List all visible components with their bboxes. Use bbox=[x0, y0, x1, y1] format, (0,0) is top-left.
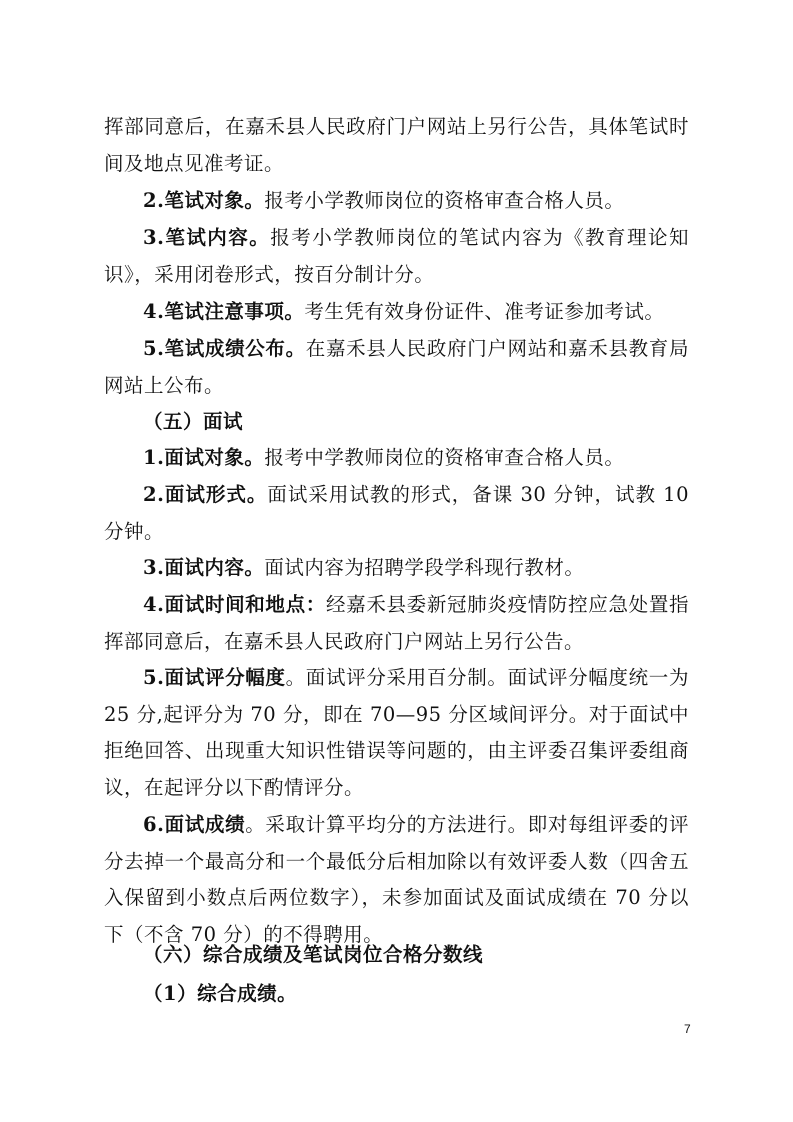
subheading-title: （1）综合成绩。 bbox=[143, 982, 298, 1005]
paragraph-interview-results bbox=[104, 807, 689, 954]
paragraph-lead: 4.面试时间和地点： bbox=[143, 593, 326, 616]
paragraph-text: 面试内容为招聘学段学科现行教材。 bbox=[264, 556, 585, 579]
paragraph-text: 经嘉禾县委新冠肺炎疫情防控应急处置指挥部同意后，在嘉禾县人民政府门户网站上另行公告。 bbox=[104, 593, 689, 653]
paragraph-interview-time-place bbox=[104, 587, 689, 660]
paragraph-text: 在嘉禾县人民政府门户网站和嘉禾县教育局网站上公布。 bbox=[104, 337, 689, 397]
paragraph-interview-content bbox=[104, 550, 689, 587]
paragraph-lead: 3.面试内容。 bbox=[143, 556, 265, 579]
paragraph-text: 报考中学教师岗位的资格审查合格人员。 bbox=[264, 446, 625, 469]
paragraph-text: 报考小学教师岗位的笔试内容为《教育理论知识》，采用闭卷形式，按百分制计分。 bbox=[104, 226, 689, 286]
paragraph-lead: 2.笔试对象。 bbox=[143, 189, 265, 212]
paragraph-lead: 3.笔试内容。 bbox=[143, 226, 271, 249]
paragraph-lead: 6.面试成绩 bbox=[143, 813, 246, 836]
section-heading-composite-score bbox=[104, 937, 689, 974]
paragraph-written-exam-notes bbox=[104, 294, 689, 331]
paragraph-interview-form bbox=[104, 477, 689, 550]
section-title: （六）综合成绩及笔试岗位合格分数线 bbox=[143, 943, 484, 966]
paragraph-text: 考生凭有效身份证件、准考证参加考试。 bbox=[304, 300, 665, 323]
paragraph-lead: 4.笔试注意事项。 bbox=[143, 300, 305, 323]
paragraph-written-exam-target bbox=[104, 183, 689, 220]
paragraph-text: 面试采用试教的形式，备课 30 分钟，试教 10 分钟。 bbox=[104, 483, 689, 543]
paragraph-lead: 2.面试形式。 bbox=[143, 483, 268, 506]
paragraph-continuation bbox=[104, 109, 689, 182]
paragraph-interview-scoring bbox=[104, 660, 689, 807]
paragraph-interview-target bbox=[104, 440, 689, 477]
paragraph-lead: 5.面试评分幅度 bbox=[143, 666, 286, 689]
paragraph-text: 。采取计算平均分的方法进行。即对每组评委的评分去掉一个最高分和一个最低分后相加除以有效评委人数（四舍五入保留到小数点后两位数字），未参加面试及面试成绩在 70 分以下（不含 70 分）的不得聘用。 bbox=[104, 813, 689, 947]
paragraph-lead: 5.笔试成绩公布。 bbox=[143, 337, 306, 360]
paragraph-text: 。面试评分采用百分制。面试评分幅度统一为 25 分,起评分为 70 分，即在 70—95 分区域间评分。对于面试中拒绝回答、出现重大知识性错误等问题的，由主评委召集评委组商议，在起评分以下酌情评分。 bbox=[104, 666, 689, 800]
paragraph-text: 挥部同意后，在嘉禾县人民政府门户网站上另行公告，具体笔试时间及地点见准考证。 bbox=[104, 115, 689, 175]
subheading-composite-score bbox=[104, 976, 689, 1013]
page-number: 7 bbox=[684, 1022, 691, 1036]
section-title: （五）面试 bbox=[143, 410, 244, 433]
paragraph-text: 报考小学教师岗位的资格审查合格人员。 bbox=[264, 189, 625, 212]
section-heading-interview bbox=[104, 404, 689, 441]
paragraph-written-exam-results bbox=[104, 331, 689, 404]
paragraph-lead: 1.面试对象。 bbox=[143, 446, 265, 469]
paragraph-written-exam-content bbox=[104, 220, 689, 293]
